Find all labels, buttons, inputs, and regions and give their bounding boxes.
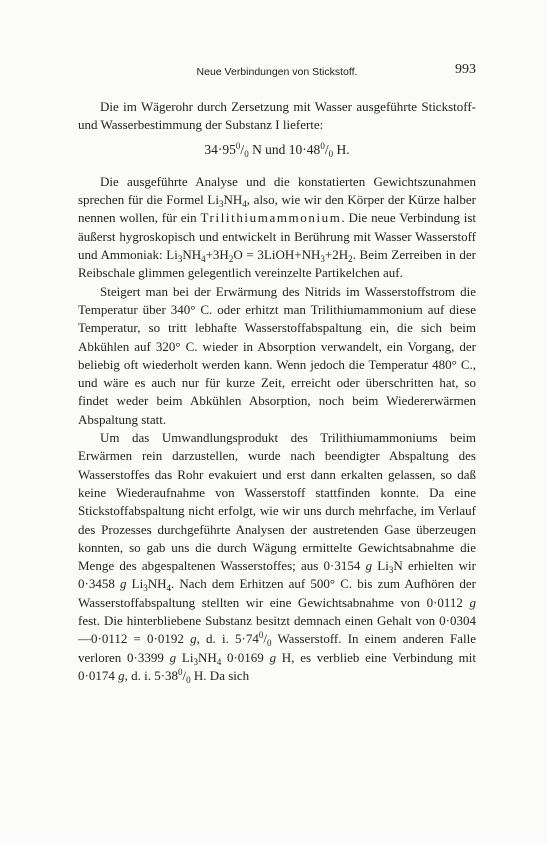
paragraph-1: Die im Wägerohr durch Zersetzung mit Wasser ausgeführte Stickstoff- und Wasserbestimmung der Substanz I lieferte: <box>78 99 476 133</box>
paragraph-3: Steigert man bei der Erwärmung des Nitrids im Wasserstoffstrom die Temperatur über 340° C. oder erhitzt man Trilithiumammonium auf diese Temperatur, so tritt lebhafte Wasserstoffabspaltung ein, die sich beim Abkühlen auf 320° C. wieder in Absorption verwandelt, ein Vorgang, der beliebig oft wiederholt werden kann. Wenn jedoch die Temperatur 480° C., und wäre es auch nur für kurze Zeit, erreicht oder überschritten hat, so findet weder beim Abkühlen Absorption, noch beim Wiedererwärmen Abspaltung statt. <box>78 283 476 427</box>
page-header <box>78 62 476 82</box>
paragraph-2: Die ausgeführte Analyse und die konstatierten Gewichtszunahmen sprechen für die Formel $Li_3NH_4$, also, wie wir den Körper der Kürze halber nennen wollen, für ein Trilithiumammonium. Die neue Verbindung ist äußerst hygroskopisch und entwickelt in Berührung mit Wasser Wasserstoff und Ammoniak: $Li_3NH_4+3H_2O$ = $3LiOH+NH_3+2H_2$. Beim Zerreiben in der Reibschale glimmen gelegentlich vereinzelte Partikelchen auf. <box>78 173 477 281</box>
body-text <box>78 98 476 685</box>
running-title: Neue Verbindungen von Stickstoff. <box>196 66 358 78</box>
formula-result: $34\cdot 95^0/_0$ N und $10\cdot 48^0/_0$ H. <box>204 140 350 159</box>
page-number: 993 <box>455 62 476 77</box>
paragraph-4: Um das Umwandlungsprodukt des Trilithiumammoniums beim Erwärmen rein darzustellen, wurde nach beendigter Abspaltung des Wasserstoffes das Rohr evakuiert und erst dann erkalten gelassen, so daß keine Wiederaufnahme von Wasserstoff stattfinden konnte. Da eine Stickstoffabspaltung nicht erfolgt, wie wir uns durch mehrfache, im Verlauf des Prozesses durchgeführte Analysen der austretenden Gase überzeugen konnten, so gab uns die durch Wägung ermittelte Gewichtsabnahme die Menge des abgespaltenen Wasserstoffes; aus 0·3154 g $Li_3N$ erhielten wir 0·3458 g $Li_3NH_4$. Nach dem Erhitzen auf 500° C. bis zum Aufhören der Wasserstoffabspaltung stellten wir eine Gewichtsabnahme von 0·0112 g fest. Die hinterbliebene Substanz besitzt demnach einen Gehalt von 0·0304—0·0112 = 0·0192 g, d. i. $5\cdot 74^0/_0$ Wasserstoff. In einem anderen Falle verloren 0·3399 g $Li_3NH_4$ 0·0169 g H, es verblieb eine Verbindung mit 0·0174 g, d. i. $5\cdot 38^0/_0$ H. Da sich <box>78 430 476 685</box>
